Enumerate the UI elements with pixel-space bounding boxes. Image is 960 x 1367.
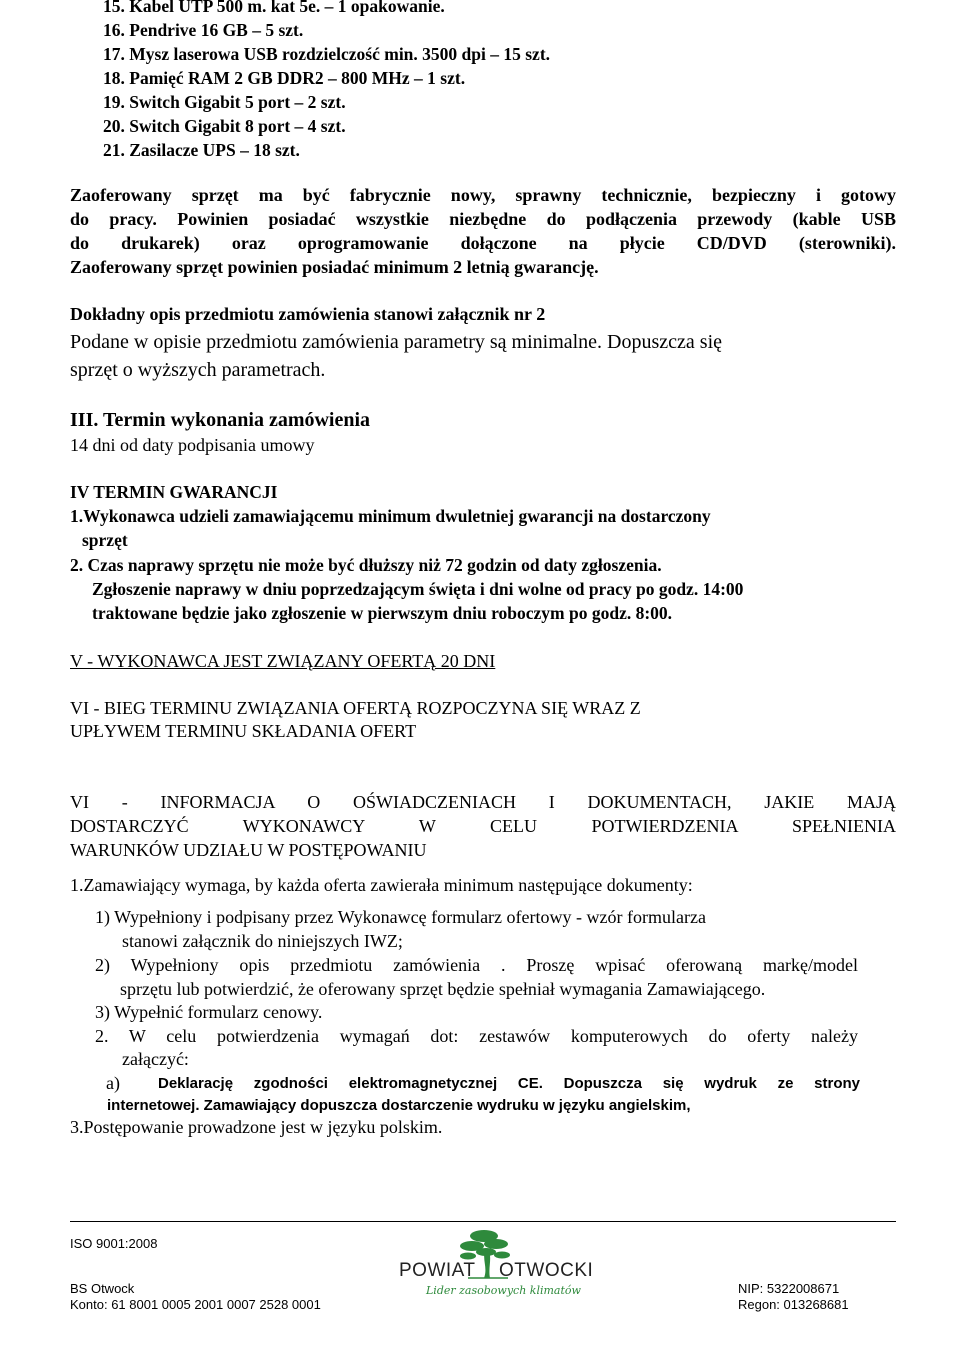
regon-number: Regon: 013268681: [738, 1297, 849, 1312]
warranty-item: 2. Czas naprawy sprzętu nie może być dłuższy niż 72 godzin od daty zgłoszenia.: [70, 555, 662, 575]
warranty-item: sprzęt: [82, 530, 128, 550]
section-heading: UPŁYWEM TERMINU SKŁADANIA OFERT: [70, 721, 417, 741]
list-item: 19. Switch Gigabit 5 port – 2 szt.: [103, 92, 346, 112]
paragraph-line: Zaoferowany sprzęt ma być fabrycznie nowy, sprawny technicznie, bezpieczny i gotowy: [70, 185, 896, 205]
section-heading: VI - BIEG TERMINU ZWIĄZANIA OFERTĄ ROZPOCZYNA SIĘ WRAZ Z: [70, 698, 641, 718]
list-item: 20. Switch Gigabit 8 port – 4 szt.: [103, 116, 346, 136]
paragraph-line: do pracy. Powinien posiadać wszystkie niezbędne do podłączenia przewody (kable USB: [70, 209, 896, 229]
warranty-note: traktowane będzie jako zgłoszenie w pierwszym dniu roboczym po godz. 8:00.: [92, 603, 673, 623]
logo-text-left: POWIAT: [399, 1260, 476, 1281]
organization-name: BS Otwock: [70, 1281, 135, 1296]
section-heading: V - WYKONAWCA JEST ZWIĄZANY OFERTĄ 20 DNI: [70, 651, 496, 671]
list-item: 15. Kabel UTP 500 m. kat 5e. – 1 opakowanie.: [103, 0, 445, 16]
requirement-item: załączyć:: [122, 1049, 189, 1069]
logo-text-right: OTWOCKI: [499, 1260, 594, 1281]
requirement-item: Deklarację zgodności elektromagnetycznej CE. Dopuszcza się wydruk ze strony: [158, 1075, 860, 1092]
requirements-intro: 1.Zamawiający wymaga, by każda oferta zawierała minimum następujące dokumenty:: [70, 875, 693, 895]
powiat-otwocki-logo: [396, 1222, 594, 1308]
requirement-item: internetowej. Zamawiający dopuszcza dostarczenie wydruku w języku angielskim,: [107, 1097, 691, 1114]
paragraph-line: Zaoferowany sprzęt powinien posiadać minimum 2 letnią gwarancję.: [70, 257, 599, 277]
requirement-item: 3.Postępowanie prowadzone jest w języku polskim.: [70, 1117, 443, 1137]
bank-account: Konto: 61 8001 0005 2001 0007 2528 0001: [70, 1297, 321, 1312]
parameters-note: Podane w opisie przedmiotu zamówienia parametry są minimalne. Dopuszcza się: [70, 331, 723, 353]
section-text: 14 dni od daty podpisania umowy: [70, 435, 315, 455]
requirement-item: 2) Wypełniony opis przedmiotu zamówienia . Proszę wpisać oferowaną markę/model: [95, 955, 858, 975]
requirement-item: 3) Wypełnić formularz cenowy.: [95, 1002, 323, 1022]
parameters-note: sprzęt o wyższych parametrach.: [70, 359, 326, 381]
paragraph-line: do drukarek) oraz oprogramowanie dołączone na płycie CD/DVD (sterowniki).: [70, 233, 896, 253]
nip-number: NIP: 5322008671: [738, 1281, 840, 1296]
warranty-note: Zgłoszenie naprawy w dniu poprzedzającym święta i dni wolne od pracy po godz. 14:00: [92, 579, 744, 599]
warranty-item: 1.Wykonawca udzieli zamawiającemu minimum dwuletniej gwarancji na dostarczony: [70, 506, 711, 526]
section-heading: VI - INFORMACJA O OŚWIADCZENIACH I DOKUMENTACH, JAKIE MAJĄ: [70, 792, 896, 812]
iso-certificate: ISO 9001:2008: [70, 1236, 158, 1251]
list-item: 18. Pamięć RAM 2 GB DDR2 – 800 MHz – 1 szt.: [103, 68, 466, 88]
section-heading: WARUNKÓW UDZIAŁU W POSTĘPOWANIU: [70, 840, 427, 860]
list-item: 21. Zasilacze UPS – 18 szt.: [103, 140, 300, 160]
description-reference: Dokładny opis przedmiotu zamówienia stanowi załącznik nr 2: [70, 304, 546, 324]
list-item: 16. Pendrive 16 GB – 5 szt.: [103, 20, 304, 40]
requirement-item: stanowi załącznik do niniejszych IWZ;: [122, 931, 403, 951]
requirement-item: 2. W celu potwierdzenia wymagań dot: zestawów komputerowych do oferty należy: [95, 1026, 858, 1046]
logo-tagline: Lider zasobowych klimatów: [426, 1284, 581, 1297]
requirement-label: a): [106, 1073, 120, 1093]
requirement-item: 1) Wypełniony i podpisany przez Wykonawcę formularz ofertowy - wzór formularza: [95, 907, 706, 927]
section-heading: III. Termin wykonania zamówienia: [70, 409, 371, 431]
list-item: 17. Mysz laserowa USB rozdzielczość min. 3500 dpi – 15 szt.: [103, 44, 551, 64]
requirement-item: sprzętu lub potwierdzić, że oferowany sprzęt będzie spełniał wymagania Zamawiającego.: [120, 979, 766, 999]
section-heading: IV TERMIN GWARANCJI: [70, 482, 278, 502]
section-heading: DOSTARCZYĆ WYKONAWCY W CELU POTWIERDZENIA SPEŁNIENIA: [70, 816, 896, 836]
